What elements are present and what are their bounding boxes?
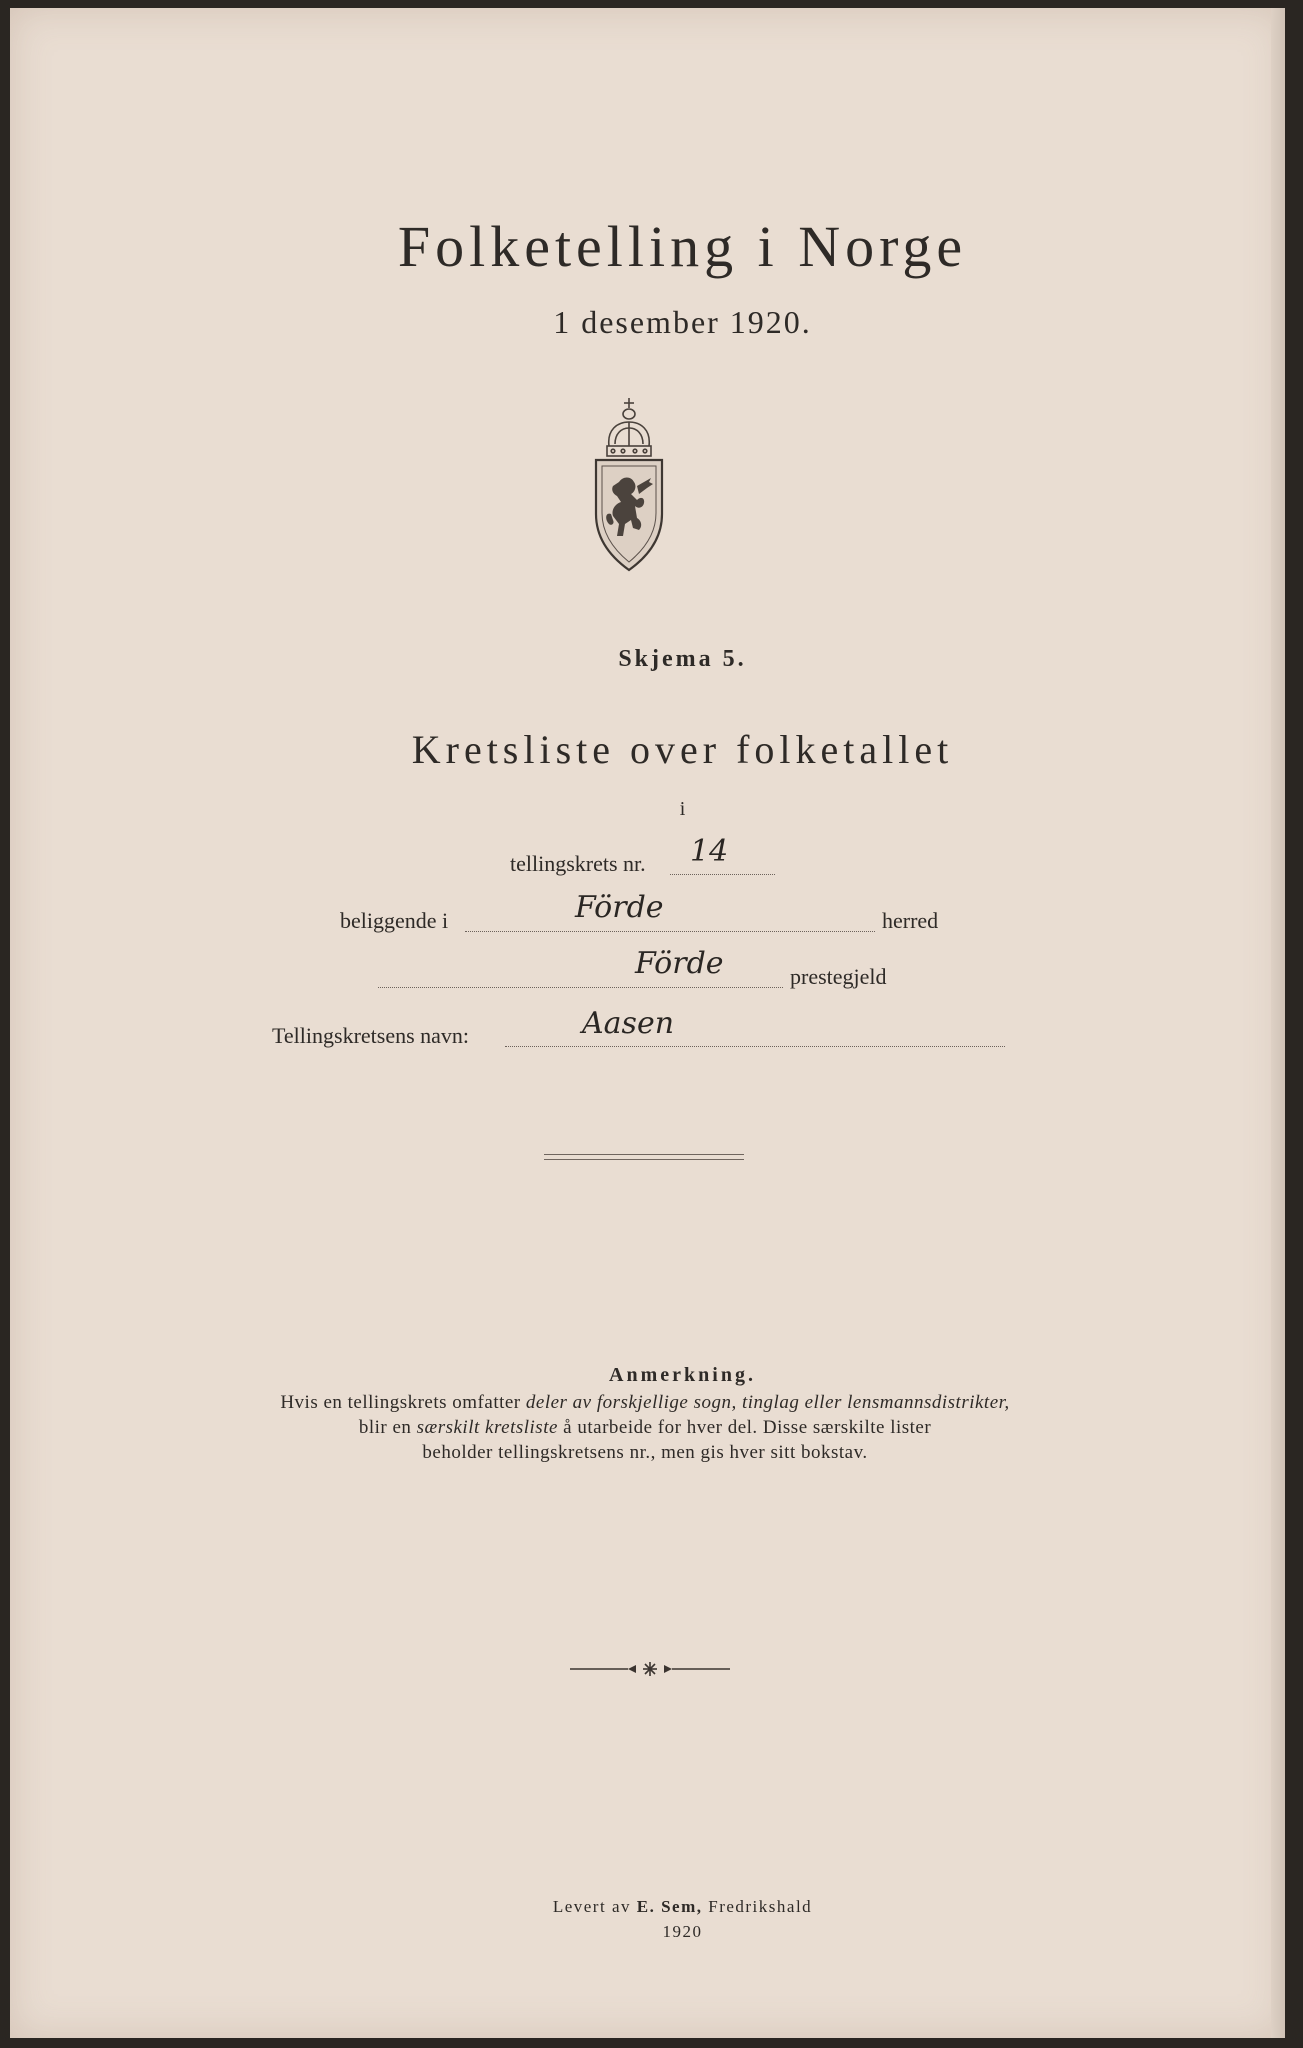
- form-date: 1 desember 1920.: [553, 304, 812, 340]
- remark-heading: Anmerkning.: [609, 1364, 756, 1386]
- remark-line-3: beholder tellingskretsens nr., men gis hver sitt bokstav.: [422, 1442, 868, 1463]
- herred-label: herred: [882, 908, 939, 933]
- beliggende-line: [465, 931, 875, 932]
- list-title: Kretsliste over folketallet: [411, 727, 954, 772]
- navn-label: Tellingskretsens navn:: [272, 1023, 470, 1048]
- remark-line-2-text-a: blir en: [358, 1417, 417, 1438]
- beliggende-value: Förde: [575, 890, 664, 925]
- beliggende-label: beliggende i: [340, 908, 449, 933]
- remark-line-2-text-c: å utarbeide for hver del. Disse særskilte lister: [557, 1417, 932, 1438]
- krets-line: [670, 874, 775, 875]
- navn-line: [505, 1046, 1005, 1047]
- norwegian-coat-of-arms-icon: [593, 396, 665, 576]
- remark-line-1-italic: deler av forskjellige sogn, tinglag eller lensmannsdistrikter,: [525, 1392, 1010, 1413]
- list-title-sub: i: [679, 798, 686, 820]
- prestegjeld-line: [378, 987, 783, 988]
- remark-line-1-text: Hvis en tellingskrets omfatter: [280, 1392, 526, 1413]
- printer-prefix: Levert av: [552, 1897, 637, 1916]
- prestegjeld-value: Förde: [635, 946, 724, 981]
- remark-line-1: [190, 1390, 1100, 1415]
- schema-label: Skjema 5.: [618, 646, 747, 672]
- navn-value: Aasen: [582, 1006, 675, 1041]
- remark-line-2: [190, 1415, 1100, 1440]
- census-form-page: [10, 8, 1285, 2038]
- printer-place: Fredrikshald: [702, 1897, 813, 1916]
- divider-rule: [544, 1154, 744, 1160]
- remark-line-2-italic: særskilt kretsliste: [416, 1417, 558, 1438]
- ornament-divider-icon: [570, 1659, 730, 1679]
- printer-year: 1920: [662, 1922, 703, 1941]
- form-title: Folketelling i Norge: [397, 214, 968, 279]
- krets-value: 14: [690, 834, 729, 869]
- printer-line: [45, 1897, 1303, 1917]
- krets-label: tellingskrets nr.: [510, 851, 646, 876]
- printer-name: E. Sem,: [636, 1897, 703, 1916]
- prestegjeld-label: prestegjeld: [790, 964, 887, 989]
